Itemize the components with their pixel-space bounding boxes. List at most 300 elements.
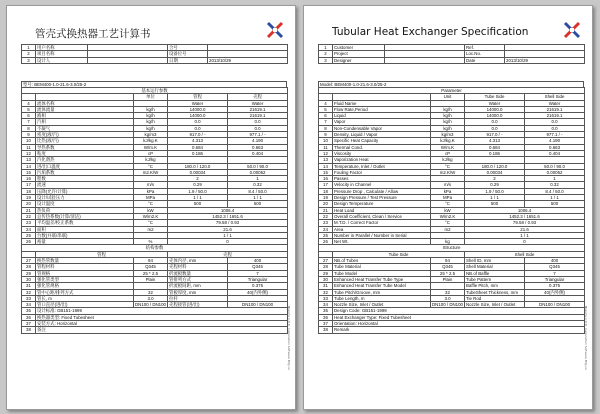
table-cell: Water <box>228 100 288 106</box>
table-cell: 25 * 2.5 <box>431 270 465 276</box>
table-cell: 6 <box>319 113 333 119</box>
table-cell: 0.00034 <box>465 169 525 175</box>
table-cell: 180.0 / 120.0 <box>168 163 228 169</box>
sheet-title: 管壳式换热器工艺计算书 <box>35 28 151 40</box>
table-cell: MPa <box>134 195 168 201</box>
table-cell: 27 <box>319 258 333 264</box>
info-cell: Project <box>333 51 385 57</box>
table-cell: 管排列方式 <box>168 276 228 282</box>
table-cell: W/m.K <box>431 144 465 150</box>
table-cell: 3.0 <box>134 295 168 301</box>
table-cell: Q345 <box>431 264 465 270</box>
table-cell: Enhanced Heat Transfer Tube Model <box>333 283 431 289</box>
table-cell: 0.29 <box>465 182 525 188</box>
table-cell: 13 <box>319 157 333 163</box>
table-cell: 13 <box>22 157 36 163</box>
table-cell: 总传热系数(计算/清洁) <box>36 213 134 219</box>
table-cell: 11 <box>319 144 333 150</box>
column-header: Tube Side <box>333 251 465 257</box>
table-cell: 1452.3 / 1651.6 <box>168 213 288 219</box>
table-cell: 34 <box>319 302 333 308</box>
table-cell: 管口直径(进/出) <box>36 302 134 308</box>
table-cell: 40(内外侧) <box>525 289 585 295</box>
table-cell: 换热器类型: Fixed Tubesheet <box>36 314 288 320</box>
table-cell: Enhanced Heat Transfer Tube Type <box>333 276 431 282</box>
table-cell: m2.K/W <box>431 169 465 175</box>
table-cell: 977.1 / - <box>525 132 585 138</box>
table-cell: Flow Rate,Period <box>333 106 431 112</box>
info-cell: Ref. <box>465 45 505 51</box>
table-cell: Fouling Factor <box>333 169 431 175</box>
table-cell: Shell Material <box>465 264 525 270</box>
table-cell: 32 <box>319 289 333 295</box>
table-cell: 38 <box>319 327 333 333</box>
table-cell: 备注 <box>36 327 288 333</box>
table-cell: 22 <box>22 213 36 219</box>
table-cell: 管程材料 <box>36 264 134 270</box>
table-cell: 38 <box>22 327 36 333</box>
table-cell: 19 <box>22 195 36 201</box>
table-cell: 21 <box>22 207 36 213</box>
table-cell: kg/h <box>431 106 465 112</box>
table-cell: kW <box>431 207 465 213</box>
section-title: 基本运行参数 <box>22 88 288 94</box>
table-cell: Passes <box>333 176 431 182</box>
table-cell: W/m2.K <box>431 213 465 219</box>
table-cell: 1 / 1 <box>168 195 228 201</box>
info-cell: Customer <box>333 45 385 51</box>
table-cell: 8.4 / 50.0 <box>228 188 288 194</box>
table-cell: 0.186 <box>168 150 228 156</box>
table-cell: 8 <box>22 125 36 131</box>
table-cell: 35 <box>319 308 333 314</box>
table-cell: Water <box>465 100 525 106</box>
table-cell: MPa <box>431 195 465 201</box>
table-cell: TubeSheet Thickness, mm <box>465 289 525 295</box>
column-header: Shell Side <box>525 94 585 100</box>
spec-table <box>21 87 288 334</box>
table-cell: 1 <box>525 176 585 182</box>
table-cell: 0.29 <box>168 182 228 188</box>
table-cell: 面积 <box>36 226 134 232</box>
table-cell: 4.190 <box>228 138 288 144</box>
table-cell: 0.00034 <box>168 169 228 175</box>
table-cell: 0.684 <box>465 144 525 150</box>
table-cell: 17 <box>22 182 36 188</box>
table-cell: 0.0 <box>228 119 288 125</box>
table-row <box>22 327 288 333</box>
table-cell: 40(内外侧) <box>228 289 288 295</box>
table-cell: Liquid <box>333 113 431 119</box>
table-cell: Design Temperature <box>333 201 431 207</box>
table-row <box>22 302 288 308</box>
table-cell: 21619.1 <box>228 113 288 119</box>
header-info-table <box>21 44 288 64</box>
table-cell: 180.0 / 120.0 <box>465 163 525 169</box>
table-cell: 设计标准: GB151-1999 <box>36 308 288 314</box>
table-cell: 5 <box>319 106 333 112</box>
info-cell: 日期 <box>168 57 208 63</box>
table-cell: 0.375 <box>228 283 288 289</box>
table-cell: 0.0 <box>465 125 525 131</box>
table-cell: °C <box>134 220 168 226</box>
table-cell: 22 <box>319 213 333 219</box>
table-cell: 21.6 <box>465 226 585 232</box>
table-cell: DN100 / DN100 <box>432 302 463 308</box>
table-cell: 台数(并联/串联) <box>36 232 134 238</box>
table-cell: 20 <box>22 201 36 207</box>
info-cell: Designer <box>333 57 385 63</box>
table-cell: 0.404 <box>525 150 585 156</box>
table-cell: 1006.4 <box>168 207 288 213</box>
table-cell: Design Pressure / Test Pressure <box>333 195 431 201</box>
table-cell: Baffle Pitch, mm <box>465 283 525 289</box>
table-cell: 4.313 <box>168 138 228 144</box>
table-cell: 导热系数 <box>36 144 134 150</box>
table-cell: 管规格 <box>36 270 134 276</box>
table-cell: W/m2.K <box>134 213 168 219</box>
table-cell: Fluid Name <box>333 100 431 106</box>
table-cell: 7 <box>319 119 333 125</box>
table-cell: 流体流量 <box>36 106 134 112</box>
table-cell: 7 <box>525 270 585 276</box>
info-cell <box>88 57 168 63</box>
table-cell: 程数 <box>36 176 134 182</box>
column-header: Unit <box>431 94 465 100</box>
column-header: 管程 <box>36 251 168 257</box>
table-cell: 安装方式: Horizontal <box>36 320 288 326</box>
table-cell: 密度(液/汽) <box>36 132 134 138</box>
info-cell: 用户名称 <box>36 45 88 51</box>
sheet-title: Tubular Heat Exchanger Specification <box>332 26 529 38</box>
table-cell: NB.of Tubes <box>333 258 431 264</box>
table-cell: 21619.1 <box>525 113 585 119</box>
table-cell: 1.9 / 50.0 <box>168 188 228 194</box>
table-cell: Pressure Drop , Calculate / Allow <box>333 188 431 194</box>
table-cell: 0.0 <box>168 125 228 131</box>
table-cell: 18 <box>319 188 333 194</box>
table-cell: Nozzle Size, Inlet / Outlet <box>465 302 525 308</box>
spec-sheet-chinese <box>6 5 296 410</box>
table-cell: Q345 <box>525 264 585 270</box>
table-cell: Triangular <box>525 276 585 282</box>
table-cell: °C <box>431 220 465 226</box>
table-cell: 9 <box>319 132 333 138</box>
model-text: 型号: BEM400-1.0-21.6-3.0/25-2 <box>22 82 287 88</box>
table-cell: 折流板数量 <box>168 270 228 276</box>
table-cell: 1006.4 <box>465 207 585 213</box>
table-cell: 汽化潜热 <box>36 157 134 163</box>
table-cell: m2 <box>431 226 465 232</box>
table-cell: 94 <box>431 258 465 264</box>
table-cell: 1452.3 / 1651.6 <box>465 213 585 219</box>
info-cell: 2013/10/29 <box>208 57 288 63</box>
table-cell: 拉杆 <box>168 295 228 301</box>
table-cell: kg/h <box>134 119 168 125</box>
table-cell: m2.K/W <box>134 169 168 175</box>
table-cell: Tie Rod <box>465 295 525 301</box>
table-cell: 污垢系数 <box>36 169 134 175</box>
table-cell: °C <box>134 201 168 207</box>
table-cell: Orientation: Horizontal <box>333 320 585 326</box>
table-cell: 14000.0 <box>465 106 525 112</box>
table-cell: Heat Exchanger Type: Fixed Tubesheet <box>333 314 585 320</box>
info-cell: Loc.No. <box>465 51 505 57</box>
table-cell: 裕量 <box>36 239 134 245</box>
column-header: 壳程 <box>168 251 288 257</box>
table-cell: m/s <box>134 182 168 188</box>
table-cell: 强化管规格 <box>36 283 134 289</box>
table-cell: 27 <box>22 258 36 264</box>
table-cell: 折流板间距, mm <box>168 283 228 289</box>
table-cell: 24 <box>22 226 36 232</box>
table-cell: 19 <box>319 195 333 201</box>
table-cell: 14000.0 <box>465 113 525 119</box>
table-cell: Tube Material <box>333 264 431 270</box>
table-cell: 50.0 / 90.0 <box>525 163 585 169</box>
table-cell: 20 <box>319 201 333 207</box>
table-cell: 12 <box>22 150 36 156</box>
table-cell: Thermal Cond. <box>333 144 431 150</box>
table-cell: kg/m3 <box>431 132 465 138</box>
table-cell: kJ/kg.K <box>134 138 168 144</box>
table-cell: Vapor <box>333 119 431 125</box>
software-note: Ntaishy C.E.E. Calculation Software Mfg.co <box>287 306 291 370</box>
header-info-table <box>318 44 585 64</box>
table-cell: 28 <box>22 264 36 270</box>
table-cell: 35 <box>22 308 36 314</box>
table-cell: 400 <box>525 258 585 264</box>
table-cell: kg/h <box>431 119 465 125</box>
table-cell: 12 <box>319 150 333 156</box>
table-cell: 0 <box>465 239 585 245</box>
table-cell: 33 <box>22 295 36 301</box>
table-cell: 壳体内径, mm <box>168 258 228 264</box>
table-cell: 26 <box>319 239 333 245</box>
column-header: Shell Side <box>465 251 585 257</box>
table-cell: Plain <box>431 276 465 282</box>
spec-table <box>318 87 585 334</box>
table-cell: Vaporization Heat <box>333 157 431 163</box>
table-cell: kg/h <box>431 125 465 131</box>
table-cell: 壳程接管(进/出) <box>168 302 228 308</box>
table-cell: 粘度 <box>36 150 134 156</box>
info-cell: 1 <box>22 45 36 51</box>
table-cell: 500 <box>228 201 288 207</box>
section-title: Parameter <box>319 88 585 94</box>
info-cell: 2 <box>319 51 333 57</box>
table-cell: cP <box>431 150 465 156</box>
section-title: Structure <box>319 245 585 251</box>
column-header: 单位 <box>134 94 168 100</box>
table-cell: kg/h <box>134 106 168 112</box>
table-cell: 32 <box>22 289 36 295</box>
table-cell: 500 <box>525 201 585 207</box>
table-cell: 28 <box>319 264 333 270</box>
table-cell: 0.404 <box>228 150 288 156</box>
table-cell: Overall Coefficient, Clean / Service <box>333 213 431 219</box>
table-cell: 30 <box>319 276 333 282</box>
info-cell: 项目名称 <box>36 51 88 57</box>
table-cell: 29 <box>319 270 333 276</box>
info-cell: 3 <box>319 57 333 63</box>
table-cell: °C <box>431 163 465 169</box>
table-cell: 18 <box>22 188 36 194</box>
table-row <box>319 276 585 282</box>
table-cell: 79.58 / 0.93 <box>465 220 585 226</box>
table-cell: 23 <box>319 220 333 226</box>
table-cell: Area <box>333 226 431 232</box>
table-cell: 4.190 <box>525 138 585 144</box>
table-cell: Specific Heat Capacity <box>333 138 431 144</box>
table-cell: 400 <box>228 258 288 264</box>
table-cell: Density, Liquid / Vapor <box>333 132 431 138</box>
table-cell: DN100 / DN100 <box>228 302 288 308</box>
table-cell: 1 / 1 <box>228 195 288 201</box>
table-cell: 25 <box>319 232 333 238</box>
table-cell: 4 <box>22 100 36 106</box>
table-cell: 16 <box>319 176 333 182</box>
info-cell <box>385 57 465 63</box>
table-cell: 36 <box>22 314 36 320</box>
model-text: Model: BEM400-1.0-21.6-3.0/25-2 <box>319 82 584 88</box>
table-row <box>319 302 585 308</box>
table-cell: 1 / 1 <box>168 232 288 238</box>
table-cell: 31 <box>319 283 333 289</box>
table-cell: kg <box>431 239 465 245</box>
table-cell: 32 <box>134 289 168 295</box>
table-cell: DN100 / DN100 <box>525 302 585 308</box>
table-cell: 30 <box>22 276 36 282</box>
table-cell: 压降(允许/计算) <box>36 188 134 194</box>
table-cell: 34 <box>22 302 36 308</box>
table-cell: 4 <box>319 100 333 106</box>
table-cell: kJ/kg.K <box>431 138 465 144</box>
table-cell: 液相 <box>36 113 134 119</box>
table-cell: 14 <box>22 163 36 169</box>
table-cell: 9 <box>22 132 36 138</box>
table-cell: 2 <box>465 176 525 182</box>
table-cell: 21.6 <box>168 226 288 232</box>
table-cell: Heat Load <box>333 207 431 213</box>
table-cell: Non-Condensable Vapor <box>333 125 431 131</box>
table-cell: 管板厚度, mm <box>168 289 228 295</box>
table-cell: 917.0 / - <box>168 132 228 138</box>
table-cell: Triangular <box>228 276 288 282</box>
table-cell: 10 <box>319 138 333 144</box>
table-cell: Q345 <box>228 264 288 270</box>
column-header: 壳程 <box>228 94 288 100</box>
table-cell: 10 <box>22 138 36 144</box>
table-cell: 流体名称 <box>36 100 134 106</box>
table-cell: kg/h <box>134 113 168 119</box>
table-cell: 32 <box>431 289 465 295</box>
table-cell: 0.0 <box>525 125 585 131</box>
table-cell: 1 / 1 <box>525 195 585 201</box>
info-cell: 设备位号 <box>168 51 208 57</box>
table-cell: kW <box>134 207 168 213</box>
table-cell: 0.186 <box>465 150 525 156</box>
table-cell: 设计/试验压力 <box>36 195 134 201</box>
column-header: Tube Side <box>465 94 525 100</box>
table-cell: 平均温差/校正系数 <box>36 220 134 226</box>
table-cell: 21 <box>319 207 333 213</box>
table-cell: Q345 <box>134 264 168 270</box>
table-cell: 7 <box>228 270 288 276</box>
table-cell: Tube Pitch/Groove, mm <box>333 289 431 295</box>
table-cell: 0.0 <box>525 119 585 125</box>
table-cell: 0.663 <box>525 144 585 150</box>
table-cell: 0.00052 <box>228 169 288 175</box>
table-cell: 热负荷 <box>36 207 134 213</box>
table-cell: 7 <box>22 119 36 125</box>
table-cell: M.T.D. / Correct Factor <box>333 220 431 226</box>
table-cell: % <box>134 239 168 245</box>
info-cell: Date <box>465 57 505 63</box>
table-cell: 2 <box>168 176 228 182</box>
table-cell: 0 <box>168 239 288 245</box>
table-cell: 29 <box>22 270 36 276</box>
table-cell: 24 <box>319 226 333 232</box>
table-cell: 0.0 <box>465 119 525 125</box>
table-cell: 1 / 1 <box>465 195 525 201</box>
table-cell: 4.313 <box>465 138 525 144</box>
table-cell: 管中心距/排列方式 <box>36 289 134 295</box>
table-cell: 500 <box>168 201 228 207</box>
table-cell: Viscosity <box>333 150 431 156</box>
table-cell: 0.32 <box>228 182 288 188</box>
table-cell: Net Wt. <box>333 239 431 245</box>
table-cell: kg/h <box>431 113 465 119</box>
table-cell: 3.0 <box>431 295 465 301</box>
table-cell: °C <box>134 163 168 169</box>
spec-sheet-english <box>303 5 593 410</box>
table-cell: 15 <box>22 169 36 175</box>
table-cell: kPa <box>134 188 168 194</box>
table-cell: 0.0 <box>168 119 228 125</box>
table-cell: 0.375 <box>525 283 585 289</box>
table-cell: 23 <box>22 220 36 226</box>
table-cell: 14000.0 <box>168 106 228 112</box>
info-cell: 2013/10/29 <box>505 57 585 63</box>
table-cell: 79.58 / 0.93 <box>168 220 288 226</box>
table-cell: Velocity in Channel <box>333 182 431 188</box>
info-cell: 合号 <box>168 45 208 51</box>
table-cell: 31 <box>22 283 36 289</box>
table-cell: 进/出口温度 <box>36 163 134 169</box>
table-cell: cP <box>134 150 168 156</box>
table-cell: 0.684 <box>168 144 228 150</box>
table-cell: kPa <box>431 188 465 194</box>
table-cell: 17 <box>319 182 333 188</box>
table-cell: 50.0 / 90.0 <box>228 163 288 169</box>
table-cell: 0.663 <box>228 144 288 150</box>
table-cell: 94 <box>134 258 168 264</box>
table-cell: 1.9 / 50.0 <box>465 188 525 194</box>
table-cell: Remark <box>333 327 585 333</box>
section-title: 结构参数 <box>22 245 288 251</box>
table-cell: 25 <box>22 232 36 238</box>
table-cell: 0.0 <box>228 125 288 131</box>
info-row <box>319 57 585 63</box>
info-cell: 3 <box>22 57 36 63</box>
table-cell: Shell ID, mm <box>465 258 525 264</box>
table-cell: 8 <box>319 125 333 131</box>
table-row <box>319 327 585 333</box>
table-cell: 设计温度 <box>36 201 134 207</box>
table-cell: 0.32 <box>525 182 585 188</box>
table-cell: 36 <box>319 314 333 320</box>
